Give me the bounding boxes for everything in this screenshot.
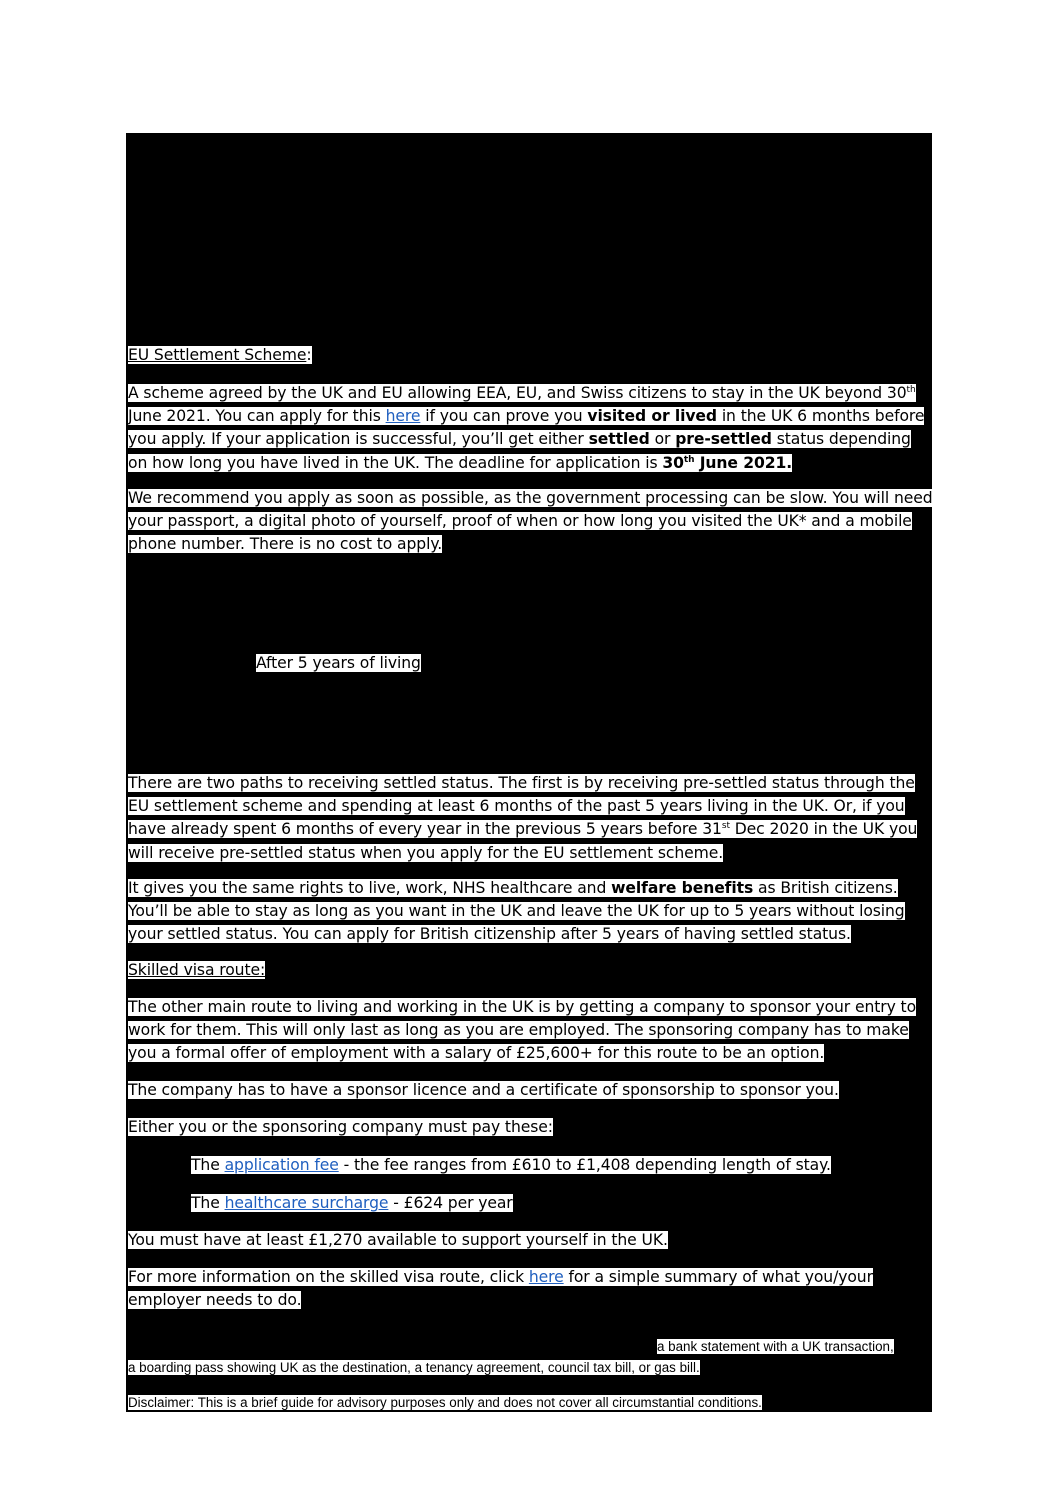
payment-intro: Either you or the sponsoring company must pay these:: [128, 1118, 553, 1136]
skilled-visa-heading: Skilled visa route:: [128, 961, 266, 979]
healthcare-surcharge-item: The healthcare surcharge - £624 per year: [191, 1194, 513, 1212]
eu-apply-recommendation: We recommend you apply as soon as possible, as the government processing can be slow. You will need your passport, a digital photo of yourself, proof of when or how long you visited the UK* and a mobile phone number. There is no cost to apply.: [128, 489, 933, 554]
settled-status-rights: It gives you the same rights to live, work, NHS healthcare and welfare benefits as British citizens. You’ll be able to stay as long as you want in the UK and leave the UK for up to 5 years without losing your settled status. You can apply for British citizenship after 5 years of having settled status.: [128, 879, 905, 944]
eu-settlement-description: A scheme agreed by the UK and EU allowing EEA, EU, and Swiss citizens to stay in the UK beyond 30th June 2021. You can apply for this here if you can prove you visited or lived in the UK 6 months before you apply. If your application is successful, you’ll get either settled or pre-settled status depending on how long you have lived in the UK. The deadline for application is 30th June 2021.: [128, 384, 925, 472]
more-info-paragraph: For more information on the skilled visa route, click here for a simple summary of what you/your employer needs to do.: [128, 1268, 873, 1310]
disclaimer: Disclaimer: This is a brief guide for advisory purposes only and does not cover all circumstantial conditions.: [128, 1395, 762, 1410]
application-fee-item: The application fee - the fee ranges from £610 to £1,408 depending length of stay.: [191, 1156, 831, 1174]
footnote-line-2: a boarding pass showing UK as the destination, a tenancy agreement, council tax bill, or gas bill.: [128, 1360, 700, 1375]
application-fee-link[interactable]: application fee: [224, 1156, 339, 1174]
healthcare-surcharge-link[interactable]: healthcare surcharge: [224, 1194, 389, 1212]
funds-requirement: You must have at least £1,270 available to support yourself in the UK.: [128, 1231, 668, 1249]
settled-status-paths: There are two paths to receiving settled status. The first is by receiving pre-settled status through the EU settlement scheme and spending at least 6 months of the past 5 years living in the UK. Or, if you have already spent 6 months of every year in the previous 5 years before 31st Dec 2020 in the UK you will receive pre-settled status when you apply for the EU settlement scheme.: [128, 774, 918, 862]
eu-settlement-heading: EU Settlement Scheme:: [128, 346, 312, 364]
skilled-visa-summary-link[interactable]: here: [528, 1268, 564, 1286]
after-5-years-label: After 5 years of living: [256, 654, 421, 672]
sponsor-licence-requirement: The company has to have a sponsor licence and a certificate of sponsorship to sponsor you.: [128, 1081, 839, 1099]
skilled-visa-description: The other main route to living and working in the UK is by getting a company to sponsor your entry to work for them. This will only last as long as you are employed. The sponsoring company has to make you a formal offer of employment with a salary of £25,600+ for this route to be an option.: [128, 998, 917, 1063]
footnote-line-1: a bank statement with a UK transaction,: [657, 1339, 894, 1354]
eu-apply-link[interactable]: here: [385, 407, 421, 426]
